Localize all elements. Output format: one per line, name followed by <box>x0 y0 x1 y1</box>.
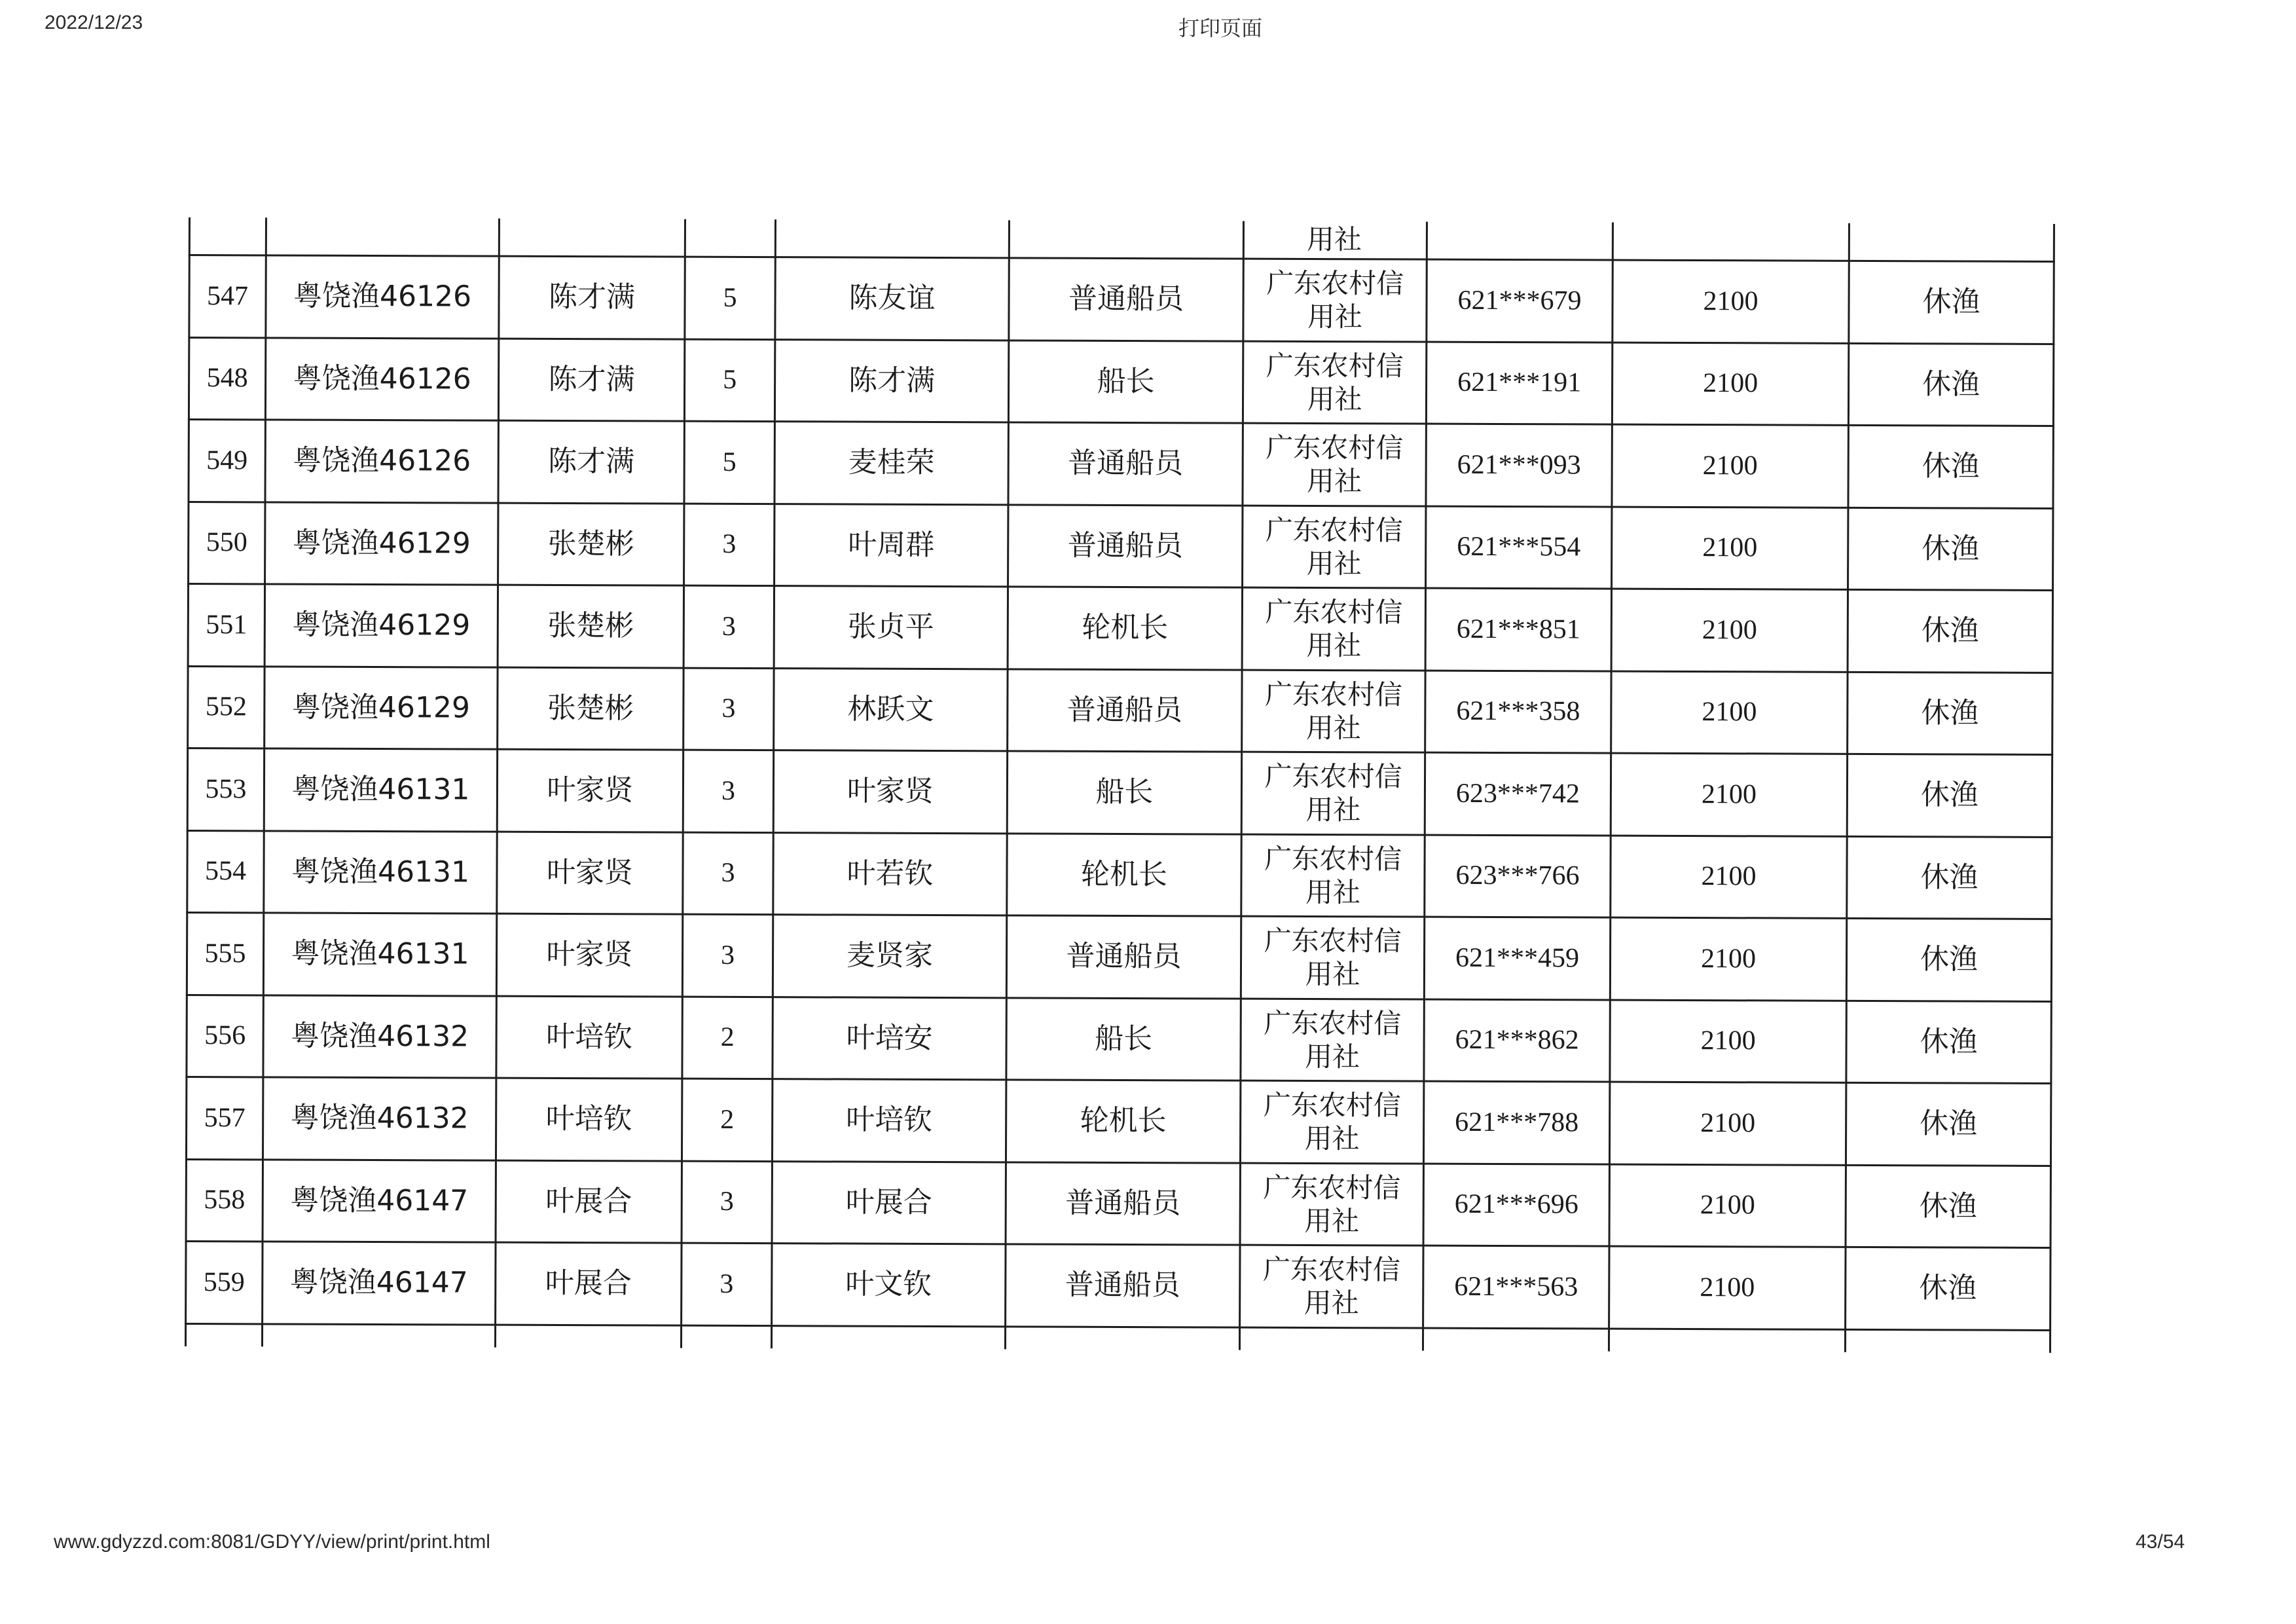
amount-cell: 2100 <box>1701 861 1757 892</box>
subsidy-table <box>185 217 2153 1353</box>
bank-cell <box>1242 917 1423 998</box>
crew-count-cell: 5 <box>723 364 737 396</box>
account-cell: 621***093 <box>1457 449 1581 481</box>
crew-name-cell: 叶展合 <box>845 1185 932 1219</box>
bank-name-line: 用社 <box>1304 1040 1360 1073</box>
crew-count-cell: 3 <box>721 611 736 642</box>
subsidy-type-cell: 休渔 <box>1919 1189 1977 1223</box>
account-cell: 621***862 <box>1455 1024 1579 1056</box>
footer-url: www.gdyzzd.com:8081/GDYY/view/print/print.html <box>54 1531 490 1553</box>
bank-name-line: 用社 <box>1305 711 1361 745</box>
owner-cell: 陈才满 <box>548 362 635 397</box>
subsidy-type-cell: 休渔 <box>1920 942 1978 976</box>
bank-name-line: 广东农村信 <box>1262 1253 1400 1286</box>
subsidy-type-cell: 休渔 <box>1921 614 1979 648</box>
crew-name-cell: 林跃文 <box>847 692 934 726</box>
crew-count-cell: 5 <box>722 447 737 477</box>
subsidy-type-cell: 休渔 <box>1922 367 1980 401</box>
boat-number-cell: 粤饶渔46131 <box>291 855 470 889</box>
subsidy-type-cell: 休渔 <box>1920 1107 1978 1141</box>
bank-name-line: 用社 <box>1307 301 1363 333</box>
account-cell: 621***696 <box>1454 1189 1578 1220</box>
crew-name-cell: 叶培安 <box>846 1021 933 1055</box>
owner-cell: 叶培钦 <box>546 1020 633 1054</box>
owner-cell: 叶家贤 <box>546 855 634 890</box>
row-number-cell: 554 <box>204 856 247 887</box>
owner-cell: 叶家贤 <box>546 938 633 972</box>
bank-cell <box>1244 260 1425 341</box>
crew-count-cell: 3 <box>720 1186 734 1217</box>
boat-number-cell: 粤饶渔46132 <box>291 1019 469 1054</box>
bank-name-line: 用社 <box>1306 629 1362 662</box>
role-cell: 普通船员 <box>1065 1186 1181 1221</box>
amount-cell: 2100 <box>1702 697 1757 728</box>
row-number-cell: 551 <box>206 609 247 640</box>
role-cell: 轮机长 <box>1080 857 1168 892</box>
account-cell: 621***358 <box>1456 695 1580 727</box>
bank-name-line: 广东农村信 <box>1265 513 1403 546</box>
role-cell: 普通船员 <box>1068 447 1184 481</box>
bank-cell <box>1241 1082 1423 1162</box>
row-number-cell: 556 <box>204 1020 246 1051</box>
bank-name-line: 用社 <box>1307 382 1362 416</box>
continued-bank-fragment: 用社 <box>1306 223 1362 256</box>
role-cell: 普通船员 <box>1066 693 1182 728</box>
owner-cell: 叶培钦 <box>545 1102 632 1136</box>
role-cell: 轮机长 <box>1082 611 1169 645</box>
crew-count-cell: 2 <box>720 1022 735 1053</box>
subsidy-type-cell: 休渔 <box>1922 449 1980 483</box>
owner-cell: 张楚彬 <box>547 526 634 561</box>
bank-name-line: 用社 <box>1303 1287 1359 1320</box>
account-cell: 621***851 <box>1456 614 1580 645</box>
bank-name-line: 广东农村信 <box>1265 595 1403 629</box>
subsidy-type-cell: 休渔 <box>1919 1271 1977 1305</box>
bank-cell <box>1243 671 1424 751</box>
owner-cell: 叶家贤 <box>547 773 634 807</box>
amount-cell: 2100 <box>1700 1025 1756 1056</box>
owner-cell: 张楚彬 <box>547 609 634 643</box>
table-row <box>189 217 2153 333</box>
crew-count-cell: 3 <box>721 775 736 806</box>
subsidy-type-cell: 休渔 <box>1921 696 1979 730</box>
boat-number-cell: 粤饶渔46132 <box>290 1101 469 1135</box>
amount-cell: 2100 <box>1701 779 1757 809</box>
crew-count-cell: 2 <box>720 1104 735 1135</box>
bank-cell <box>1241 1246 1422 1327</box>
bank-name-line: 用社 <box>1305 876 1360 909</box>
row-number-cell: 550 <box>206 527 247 558</box>
crew-name-cell: 麦桂荣 <box>848 445 935 480</box>
role-cell: 普通船员 <box>1065 1268 1180 1302</box>
bank-name-line: 广东农村信 <box>1266 267 1404 300</box>
amount-cell: 2100 <box>1700 1190 1755 1221</box>
crew-name-cell: 叶家贤 <box>847 774 934 809</box>
bank-cell <box>1243 589 1425 669</box>
row-number-cell: 555 <box>204 938 246 969</box>
amount-cell: 2100 <box>1700 943 1757 974</box>
role-cell: 船长 <box>1095 1022 1153 1056</box>
bank-name-line: 广东农村信 <box>1263 1088 1401 1122</box>
amount-cell: 2100 <box>1703 368 1758 399</box>
bank-cell <box>1241 999 1423 1080</box>
boat-number-cell: 粤饶渔46147 <box>289 1265 468 1300</box>
bank-name-line: 用社 <box>1304 1204 1360 1238</box>
bank-cell <box>1243 506 1425 587</box>
boat-number-cell: 粤饶渔46126 <box>293 443 471 478</box>
bank-cell <box>1243 424 1425 505</box>
subsidy-type-cell: 休渔 <box>1922 285 1980 319</box>
print-date: 2022/12/23 <box>45 12 143 33</box>
crew-name-cell: 叶周群 <box>848 528 935 562</box>
crew-name-cell: 叶培钦 <box>846 1103 933 1137</box>
bank-cell <box>1241 1164 1423 1244</box>
bank-name-line: 广东农村信 <box>1266 349 1404 382</box>
owner-cell: 陈才满 <box>548 445 635 479</box>
bank-name-line: 广东农村信 <box>1263 1171 1401 1204</box>
account-cell: 621***563 <box>1454 1271 1578 1302</box>
role-cell: 船长 <box>1095 775 1154 809</box>
bank-name-line: 广东农村信 <box>1264 1006 1402 1039</box>
bank-cell <box>1244 342 1425 422</box>
crew-name-cell: 麦贤家 <box>846 938 934 973</box>
crew-name-cell: 张贞平 <box>847 610 934 644</box>
account-cell: 621***788 <box>1455 1107 1579 1138</box>
bank-name-line: 用社 <box>1307 465 1362 498</box>
bank-cell <box>1242 835 1423 915</box>
row-number-cell: 557 <box>204 1102 246 1133</box>
bank-name-line: 广东农村信 <box>1264 760 1402 793</box>
account-cell: 623***742 <box>1455 778 1580 809</box>
subsidy-type-cell: 休渔 <box>1922 532 1980 566</box>
boat-number-cell: 粤饶渔46126 <box>293 361 471 396</box>
crew-count-cell: 3 <box>722 528 737 560</box>
owner-cell: 叶展合 <box>545 1184 632 1219</box>
owner-cell: 叶展合 <box>545 1266 632 1301</box>
page-title: 打印页面 <box>1178 16 1263 41</box>
crew-name-cell: 叶文钦 <box>845 1267 932 1302</box>
bank-name-line: 用社 <box>1306 547 1362 580</box>
boat-number-cell: 粤饶渔46131 <box>291 936 469 971</box>
bank-name-line: 用社 <box>1304 1122 1360 1155</box>
role-cell: 普通船员 <box>1066 940 1182 974</box>
account-cell: 623***766 <box>1455 860 1580 891</box>
amount-cell: 2100 <box>1703 286 1758 316</box>
role-cell: 普通船员 <box>1067 528 1183 563</box>
bank-name-line: 广东农村信 <box>1264 678 1403 710</box>
boat-number-cell: 粤饶渔46129 <box>291 690 470 725</box>
crew-count-cell: 5 <box>723 282 737 313</box>
owner-cell: 陈才满 <box>548 280 636 314</box>
bank-cell <box>1243 753 1424 834</box>
row-number-cell: 553 <box>205 773 247 804</box>
amount-cell: 2100 <box>1702 450 1758 481</box>
crew-name-cell: 叶若钦 <box>847 857 934 891</box>
bank-name-line: 广东农村信 <box>1264 842 1402 875</box>
bank-name-line: 用社 <box>1305 794 1361 826</box>
amount-cell: 2100 <box>1702 614 1757 645</box>
row-number-cell: 547 <box>207 280 249 311</box>
account-cell: 621***459 <box>1455 942 1580 974</box>
crew-name-cell: 陈友谊 <box>848 281 936 316</box>
crew-count-cell: 3 <box>720 940 735 970</box>
amount-cell: 2100 <box>1700 1272 1755 1302</box>
boat-number-cell: 粤饶渔46129 <box>292 526 471 561</box>
row-number-cell: 548 <box>206 363 248 394</box>
page-number: 43/54 <box>2136 1531 2185 1553</box>
role-cell: 轮机长 <box>1080 1104 1167 1138</box>
boat-number-cell: 粤饶渔46129 <box>292 608 471 642</box>
owner-cell: 张楚彬 <box>547 691 634 726</box>
account-cell: 621***554 <box>1457 531 1581 563</box>
boat-number-cell: 粤饶渔46126 <box>293 279 472 314</box>
boat-number-cell: 粤饶渔46131 <box>291 772 470 807</box>
amount-cell: 2100 <box>1700 1107 1756 1138</box>
row-number-cell: 559 <box>203 1266 245 1297</box>
account-cell: 621***191 <box>1457 367 1582 398</box>
row-number-cell: 552 <box>205 692 247 722</box>
subsidy-type-cell: 休渔 <box>1920 1025 1978 1059</box>
row-number-cell: 549 <box>206 445 248 475</box>
bank-name-line: 用社 <box>1305 958 1360 991</box>
role-cell: 普通船员 <box>1068 282 1184 316</box>
amount-cell: 2100 <box>1702 532 1758 563</box>
crew-name-cell: 陈才满 <box>848 363 936 397</box>
row-number-cell: 558 <box>204 1185 246 1215</box>
boat-number-cell: 粤饶渔46147 <box>290 1183 469 1218</box>
crew-count-cell: 3 <box>721 857 735 889</box>
role-cell: 船长 <box>1097 364 1155 399</box>
bank-name-line: 广东农村信 <box>1264 924 1402 957</box>
crew-count-cell: 3 <box>720 1268 734 1299</box>
subsidy-type-cell: 休渔 <box>1920 778 1979 812</box>
crew-count-cell: 3 <box>721 693 736 724</box>
bank-name-line: 广东农村信 <box>1266 431 1404 464</box>
account-cell: 621***679 <box>1457 285 1582 316</box>
subsidy-type-cell: 休渔 <box>1920 860 1978 895</box>
